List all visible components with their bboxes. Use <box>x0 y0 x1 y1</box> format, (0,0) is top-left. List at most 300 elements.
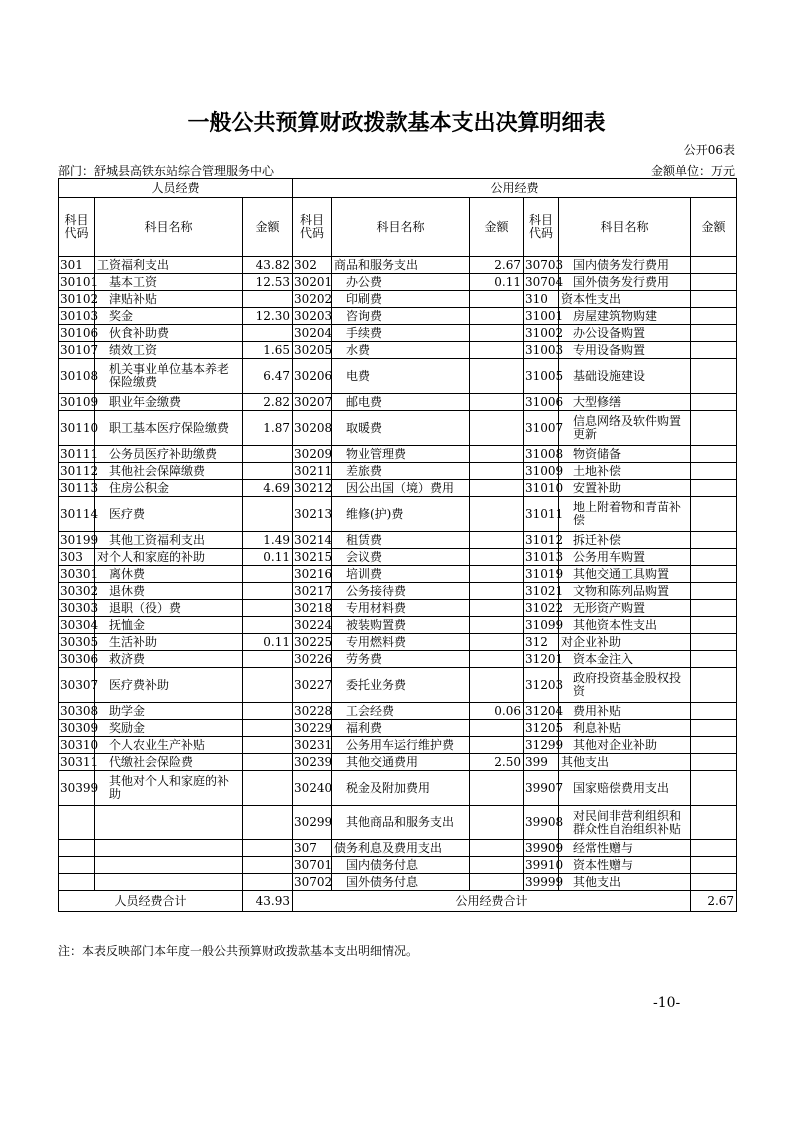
cell-name: 其他支出 <box>559 874 691 891</box>
cell-code: 301 <box>59 257 95 274</box>
table-row <box>59 274 737 291</box>
cell-amt <box>691 257 737 274</box>
cell-amt <box>691 668 737 703</box>
col-header-name: 科目名称 <box>95 198 243 257</box>
col-header-amount: 金额 <box>470 198 524 257</box>
cell-amt <box>691 308 737 325</box>
cell-amt <box>691 806 737 840</box>
cell-name: 基本工资 <box>95 274 243 291</box>
cell-name: 物资储备 <box>559 446 691 463</box>
cell-amt <box>691 411 737 446</box>
cell-amt <box>691 754 737 771</box>
cell-code <box>59 857 95 874</box>
cell-amt <box>691 291 737 308</box>
cell-code: 30231 <box>294 737 333 752</box>
cell-code: 30102 <box>60 291 99 306</box>
cell-code: 31012 <box>525 532 564 547</box>
cell-amt <box>691 600 737 617</box>
cell-name: 文物和陈列品购置 <box>559 583 691 600</box>
cell-code: 31007 <box>524 411 559 446</box>
cell-name: 国家赔偿费用支出 <box>559 771 691 806</box>
cell-amt <box>243 446 293 463</box>
cell-name: 差旅费 <box>332 463 470 480</box>
cell-name: 租赁费 <box>332 532 470 549</box>
cell-name: 信息网络及软件购置更新 <box>559 411 691 446</box>
cell-code: 30218 <box>294 600 333 615</box>
cell-amt <box>470 411 524 446</box>
cell-code: 30299 <box>293 806 332 840</box>
cell-name: 被装购置费 <box>332 617 470 634</box>
cell-code: 303 <box>59 549 95 566</box>
cell-name: 经常性赠与 <box>559 840 691 857</box>
cell-amt <box>470 874 524 891</box>
cell-name: 公务用车购置 <box>559 549 691 566</box>
cell-name <box>95 874 243 891</box>
cell-code: 30209 <box>294 446 333 461</box>
cell-code: 30211 <box>294 463 333 478</box>
personnel-total-value: 43.93 <box>243 891 293 912</box>
cell-name <box>95 857 243 874</box>
cell-name: 委托业务费 <box>332 668 470 703</box>
cell-name: 培训费 <box>332 566 470 583</box>
amount-unit: 金额单位：万元 <box>650 164 735 178</box>
table-row <box>59 703 737 720</box>
table-row <box>59 446 737 463</box>
form-number: 公开06表 <box>683 143 735 157</box>
cell-amt: 12.53 <box>243 274 293 291</box>
cell-amt <box>470 532 524 549</box>
cell-amt: 2.50 <box>470 754 524 771</box>
cell-code: 30201 <box>294 274 333 289</box>
cell-amt <box>470 583 524 600</box>
cell-name: 债务利息及费用支出 <box>332 840 470 857</box>
table-header-group <box>59 179 737 198</box>
cell-amt <box>691 634 737 651</box>
cell-code: 30108 <box>59 359 95 394</box>
cell-code: 30212 <box>294 480 333 495</box>
cell-name: 绩效工资 <box>95 342 243 359</box>
cell-amt <box>243 754 293 771</box>
cell-name: 其他对企业补助 <box>559 737 691 754</box>
cell-amt <box>691 359 737 394</box>
cell-amt <box>243 857 293 874</box>
cell-name: 咨询费 <box>332 308 470 325</box>
cell-code: 30112 <box>60 463 99 478</box>
cell-name: 资本金注入 <box>559 651 691 668</box>
cell-amt <box>691 857 737 874</box>
cell-name: 助学金 <box>95 703 243 720</box>
cell-code <box>59 840 95 857</box>
cell-amt: 1.87 <box>243 411 293 446</box>
cell-amt <box>470 291 524 308</box>
cell-amt <box>243 566 293 583</box>
cell-code: 30227 <box>293 668 332 703</box>
cell-amt <box>470 857 524 874</box>
table-row <box>59 634 737 651</box>
cell-code: 39999 <box>525 874 564 889</box>
cell-code: 30303 <box>60 600 99 615</box>
totals-row <box>59 891 737 912</box>
cell-amt <box>470 771 524 806</box>
cell-amt <box>243 463 293 480</box>
cell-code: 30225 <box>294 634 333 649</box>
cell-name: 生活补助 <box>95 634 243 651</box>
cell-amt <box>691 480 737 497</box>
cell-code: 30306 <box>60 651 99 666</box>
cell-amt <box>691 532 737 549</box>
cell-name: 代缴社会保险费 <box>95 754 243 771</box>
cell-name: 其他社会保障缴费 <box>95 463 243 480</box>
cell-amt <box>243 600 293 617</box>
cell-amt <box>691 617 737 634</box>
cell-code: 30207 <box>294 394 333 409</box>
cell-amt <box>470 737 524 754</box>
cell-amt <box>470 549 524 566</box>
cell-name: 劳务费 <box>332 651 470 668</box>
cell-amt <box>691 720 737 737</box>
table-header-columns <box>59 198 737 257</box>
cell-code: 31001 <box>525 308 564 323</box>
cell-amt: 1.49 <box>243 532 293 549</box>
table-row <box>59 668 737 703</box>
table-row <box>59 566 737 583</box>
cell-amt <box>243 325 293 342</box>
cell-code: 30103 <box>60 308 99 323</box>
cell-name: 津贴补贴 <box>95 291 243 308</box>
cell-name: 水费 <box>332 342 470 359</box>
cell-name: 国内债务付息 <box>332 857 470 874</box>
cell-code: 30309 <box>60 720 99 735</box>
cell-name: 奖励金 <box>95 720 243 737</box>
cell-amt <box>243 771 293 806</box>
cell-name: 福利费 <box>332 720 470 737</box>
department-label: 部门：舒城县高铁东站综合管理服务中心 <box>58 164 275 178</box>
cell-code: 30208 <box>293 411 332 446</box>
cell-amt <box>243 668 293 703</box>
cell-amt <box>470 634 524 651</box>
cell-name: 职工基本医疗保险缴费 <box>95 411 243 446</box>
cell-code: 30214 <box>294 532 333 547</box>
cell-amt <box>243 651 293 668</box>
table-row <box>59 600 737 617</box>
cell-name: 对民间非营利组织和群众性自治组织补贴 <box>559 806 691 840</box>
cell-code: 30111 <box>60 446 99 461</box>
cell-amt <box>470 463 524 480</box>
cell-amt <box>691 325 737 342</box>
cell-amt: 1.65 <box>243 342 293 359</box>
cell-code: 31002 <box>525 325 564 340</box>
cell-amt <box>470 446 524 463</box>
cell-amt: 2.67 <box>470 257 524 274</box>
cell-name: 资本性支出 <box>559 291 691 308</box>
cell-name: 国外债务发行费用 <box>559 274 691 291</box>
cell-amt <box>243 840 293 857</box>
cell-amt: 12.30 <box>243 308 293 325</box>
cell-amt: 0.11 <box>243 549 293 566</box>
cell-code: 30217 <box>294 583 333 598</box>
public-header: 公用经费 <box>293 179 737 198</box>
cell-code: 30113 <box>60 480 99 495</box>
cell-code: 399 <box>524 754 559 771</box>
cell-amt <box>243 583 293 600</box>
cell-code: 30305 <box>60 634 99 649</box>
cell-amt <box>243 703 293 720</box>
cell-code: 31299 <box>525 737 564 752</box>
cell-name: 其他支出 <box>559 754 691 771</box>
cell-name: 其他对个人和家庭的补助 <box>95 771 243 806</box>
cell-code: 30228 <box>294 703 333 718</box>
cell-amt <box>470 668 524 703</box>
table-row <box>59 754 737 771</box>
cell-code: 30206 <box>293 359 332 394</box>
cell-name: 工资福利支出 <box>95 257 243 274</box>
table-row <box>59 549 737 566</box>
table-row <box>59 411 737 446</box>
cell-code: 30202 <box>294 291 333 306</box>
col-header-amount: 金额 <box>691 198 737 257</box>
cell-code: 30204 <box>294 325 333 340</box>
table-row <box>59 840 737 857</box>
cell-name: 拆迁补偿 <box>559 532 691 549</box>
cell-code: 31009 <box>525 463 564 478</box>
cell-name: 其他商品和服务支出 <box>332 806 470 840</box>
cell-code <box>59 806 95 840</box>
table-body <box>59 179 737 891</box>
col-header-code: 科目代码 <box>59 198 95 257</box>
col-header-code: 科目代码 <box>524 198 559 257</box>
cell-code: 31021 <box>525 583 564 598</box>
cell-code: 31204 <box>525 703 564 718</box>
cell-name: 国外债务付息 <box>332 874 470 891</box>
cell-code: 30307 <box>59 668 95 703</box>
cell-code: 30239 <box>294 754 333 769</box>
cell-name: 离休费 <box>95 566 243 583</box>
cell-code: 30110 <box>59 411 95 446</box>
cell-name: 资本性赠与 <box>559 857 691 874</box>
cell-amt <box>470 394 524 411</box>
page-title: 一般公共预算财政拨款基本支出决算明细表 <box>187 111 606 136</box>
table-row <box>59 342 737 359</box>
cell-amt <box>243 720 293 737</box>
cell-code: 30229 <box>294 720 333 735</box>
cell-code: 31010 <box>525 480 564 495</box>
cell-name: 医疗费补助 <box>95 668 243 703</box>
cell-code: 30203 <box>294 308 333 323</box>
cell-amt <box>243 806 293 840</box>
table-row <box>59 617 737 634</box>
page-number: -10- <box>653 995 681 1011</box>
cell-code: 30399 <box>59 771 95 806</box>
cell-amt <box>691 446 737 463</box>
cell-code: 31011 <box>524 497 559 532</box>
cell-amt: 6.47 <box>243 359 293 394</box>
col-header-name: 科目名称 <box>332 198 470 257</box>
table-row <box>59 308 737 325</box>
cell-name: 救济费 <box>95 651 243 668</box>
cell-amt <box>243 291 293 308</box>
cell-code: 31008 <box>525 446 564 461</box>
cell-amt <box>691 583 737 600</box>
cell-name: 其他交通费用 <box>332 754 470 771</box>
cell-code: 31013 <box>525 549 564 564</box>
public-total-label: 公用经费合计 <box>293 891 691 912</box>
cell-code: 39910 <box>525 857 564 872</box>
cell-name: 地上附着物和青苗补偿 <box>559 497 691 532</box>
cell-name: 邮电费 <box>332 394 470 411</box>
col-header-name: 科目名称 <box>559 198 691 257</box>
cell-amt <box>691 703 737 720</box>
cell-code: 30224 <box>294 617 333 632</box>
cell-name: 公务接待费 <box>332 583 470 600</box>
cell-amt: 0.06 <box>470 703 524 720</box>
cell-amt <box>470 325 524 342</box>
cell-code: 30704 <box>525 274 564 289</box>
footnote: 注：本表反映部门本年度一般公共预算财政拨款基本支出明细情况。 <box>58 944 419 958</box>
cell-code: 30205 <box>294 342 333 357</box>
cell-name: 个人农业生产补贴 <box>95 737 243 754</box>
cell-code: 30701 <box>294 857 333 872</box>
cell-code: 30308 <box>60 703 99 718</box>
cell-code: 31203 <box>524 668 559 703</box>
table-row <box>59 257 737 274</box>
cell-amt <box>470 720 524 737</box>
cell-code: 31003 <box>525 342 564 357</box>
cell-name: 退职（役）费 <box>95 600 243 617</box>
cell-name: 专用燃料费 <box>332 634 470 651</box>
cell-name: 取暖费 <box>332 411 470 446</box>
cell-code: 30304 <box>60 617 99 632</box>
cell-name: 办公费 <box>332 274 470 291</box>
cell-name: 房屋建筑物购建 <box>559 308 691 325</box>
cell-amt: 0.11 <box>243 634 293 651</box>
cell-amt: 2.82 <box>243 394 293 411</box>
cell-name: 因公出国（境）费用 <box>332 480 470 497</box>
cell-code: 310 <box>524 291 559 308</box>
cell-name: 印刷费 <box>332 291 470 308</box>
cell-amt <box>470 342 524 359</box>
cell-amt <box>470 497 524 532</box>
cell-name: 机关事业单位基本养老保险缴费 <box>95 359 243 394</box>
cell-name: 伙食补助费 <box>95 325 243 342</box>
cell-name: 奖金 <box>95 308 243 325</box>
cell-amt: 4.69 <box>243 480 293 497</box>
cell-code: 30240 <box>293 771 332 806</box>
cell-name: 对个人和家庭的补助 <box>95 549 243 566</box>
table-row <box>59 771 737 806</box>
cell-amt <box>470 651 524 668</box>
cell-amt: 0.11 <box>470 274 524 291</box>
cell-name: 安置补助 <box>559 480 691 497</box>
cell-code: 31019 <box>525 566 564 581</box>
cell-name: 专用材料费 <box>332 600 470 617</box>
cell-name: 医疗费 <box>95 497 243 532</box>
cell-code: 30310 <box>60 737 99 752</box>
cell-code: 30301 <box>60 566 99 581</box>
cell-amt <box>691 771 737 806</box>
cell-name: 电费 <box>332 359 470 394</box>
cell-amt <box>243 497 293 532</box>
cell-name: 专用设备购置 <box>559 342 691 359</box>
cell-name: 公务用车运行维护费 <box>332 737 470 754</box>
cell-amt <box>470 308 524 325</box>
cell-name: 商品和服务支出 <box>332 257 470 274</box>
cell-code: 30106 <box>60 325 99 340</box>
cell-name: 物业管理费 <box>332 446 470 463</box>
col-header-code: 科目代码 <box>293 198 332 257</box>
cell-name: 基础设施建设 <box>559 359 691 394</box>
cell-name: 公务员医疗补助缴费 <box>95 446 243 463</box>
cell-code: 312 <box>524 634 559 651</box>
cell-amt <box>691 566 737 583</box>
cell-code <box>59 874 95 891</box>
cell-name: 利息补贴 <box>559 720 691 737</box>
cell-code: 30101 <box>60 274 99 289</box>
public-total-value: 2.67 <box>691 891 737 912</box>
cell-code: 31099 <box>525 617 564 632</box>
cell-name: 无形资产购置 <box>559 600 691 617</box>
table-row <box>59 325 737 342</box>
cell-code: 31201 <box>525 651 564 666</box>
table-row <box>59 291 737 308</box>
cell-name <box>95 840 243 857</box>
cell-name: 职业年金缴费 <box>95 394 243 411</box>
cell-amt <box>470 617 524 634</box>
cell-code: 39909 <box>525 840 564 855</box>
table-row <box>59 857 737 874</box>
cell-name: 国内债务发行费用 <box>559 257 691 274</box>
col-header-amount: 金额 <box>243 198 293 257</box>
cell-amt <box>470 566 524 583</box>
expenditure-table <box>58 178 737 912</box>
cell-amt <box>470 600 524 617</box>
cell-code: 31006 <box>525 394 564 409</box>
cell-name: 退休费 <box>95 583 243 600</box>
cell-name: 手续费 <box>332 325 470 342</box>
cell-amt <box>470 480 524 497</box>
cell-name: 会议费 <box>332 549 470 566</box>
cell-code: 31205 <box>525 720 564 735</box>
table-row <box>59 720 737 737</box>
cell-name: 其他交通工具购置 <box>559 566 691 583</box>
cell-name: 其他工资福利支出 <box>95 532 243 549</box>
cell-name: 维修(护)费 <box>332 497 470 532</box>
cell-name: 大型修缮 <box>559 394 691 411</box>
cell-name: 办公设备购置 <box>559 325 691 342</box>
cell-name: 税金及附加费用 <box>332 771 470 806</box>
cell-code: 30199 <box>60 532 99 547</box>
cell-name: 土地补偿 <box>559 463 691 480</box>
cell-code: 31005 <box>524 359 559 394</box>
personnel-header: 人员经费 <box>59 179 293 198</box>
cell-amt <box>691 651 737 668</box>
cell-amt <box>691 342 737 359</box>
cell-code: 30703 <box>525 257 564 272</box>
cell-name <box>95 806 243 840</box>
cell-name: 政府投资基金股权投资 <box>559 668 691 703</box>
cell-code: 30216 <box>294 566 333 581</box>
cell-code: 30302 <box>60 583 99 598</box>
table-row <box>59 394 737 411</box>
cell-name: 费用补贴 <box>559 703 691 720</box>
cell-amt <box>691 274 737 291</box>
cell-name: 住房公积金 <box>95 480 243 497</box>
personnel-total-label: 人员经费合计 <box>59 891 243 912</box>
cell-code: 31022 <box>525 600 564 615</box>
cell-code: 30226 <box>294 651 333 666</box>
table-row <box>59 806 737 840</box>
cell-amt <box>691 737 737 754</box>
cell-amt <box>470 806 524 840</box>
